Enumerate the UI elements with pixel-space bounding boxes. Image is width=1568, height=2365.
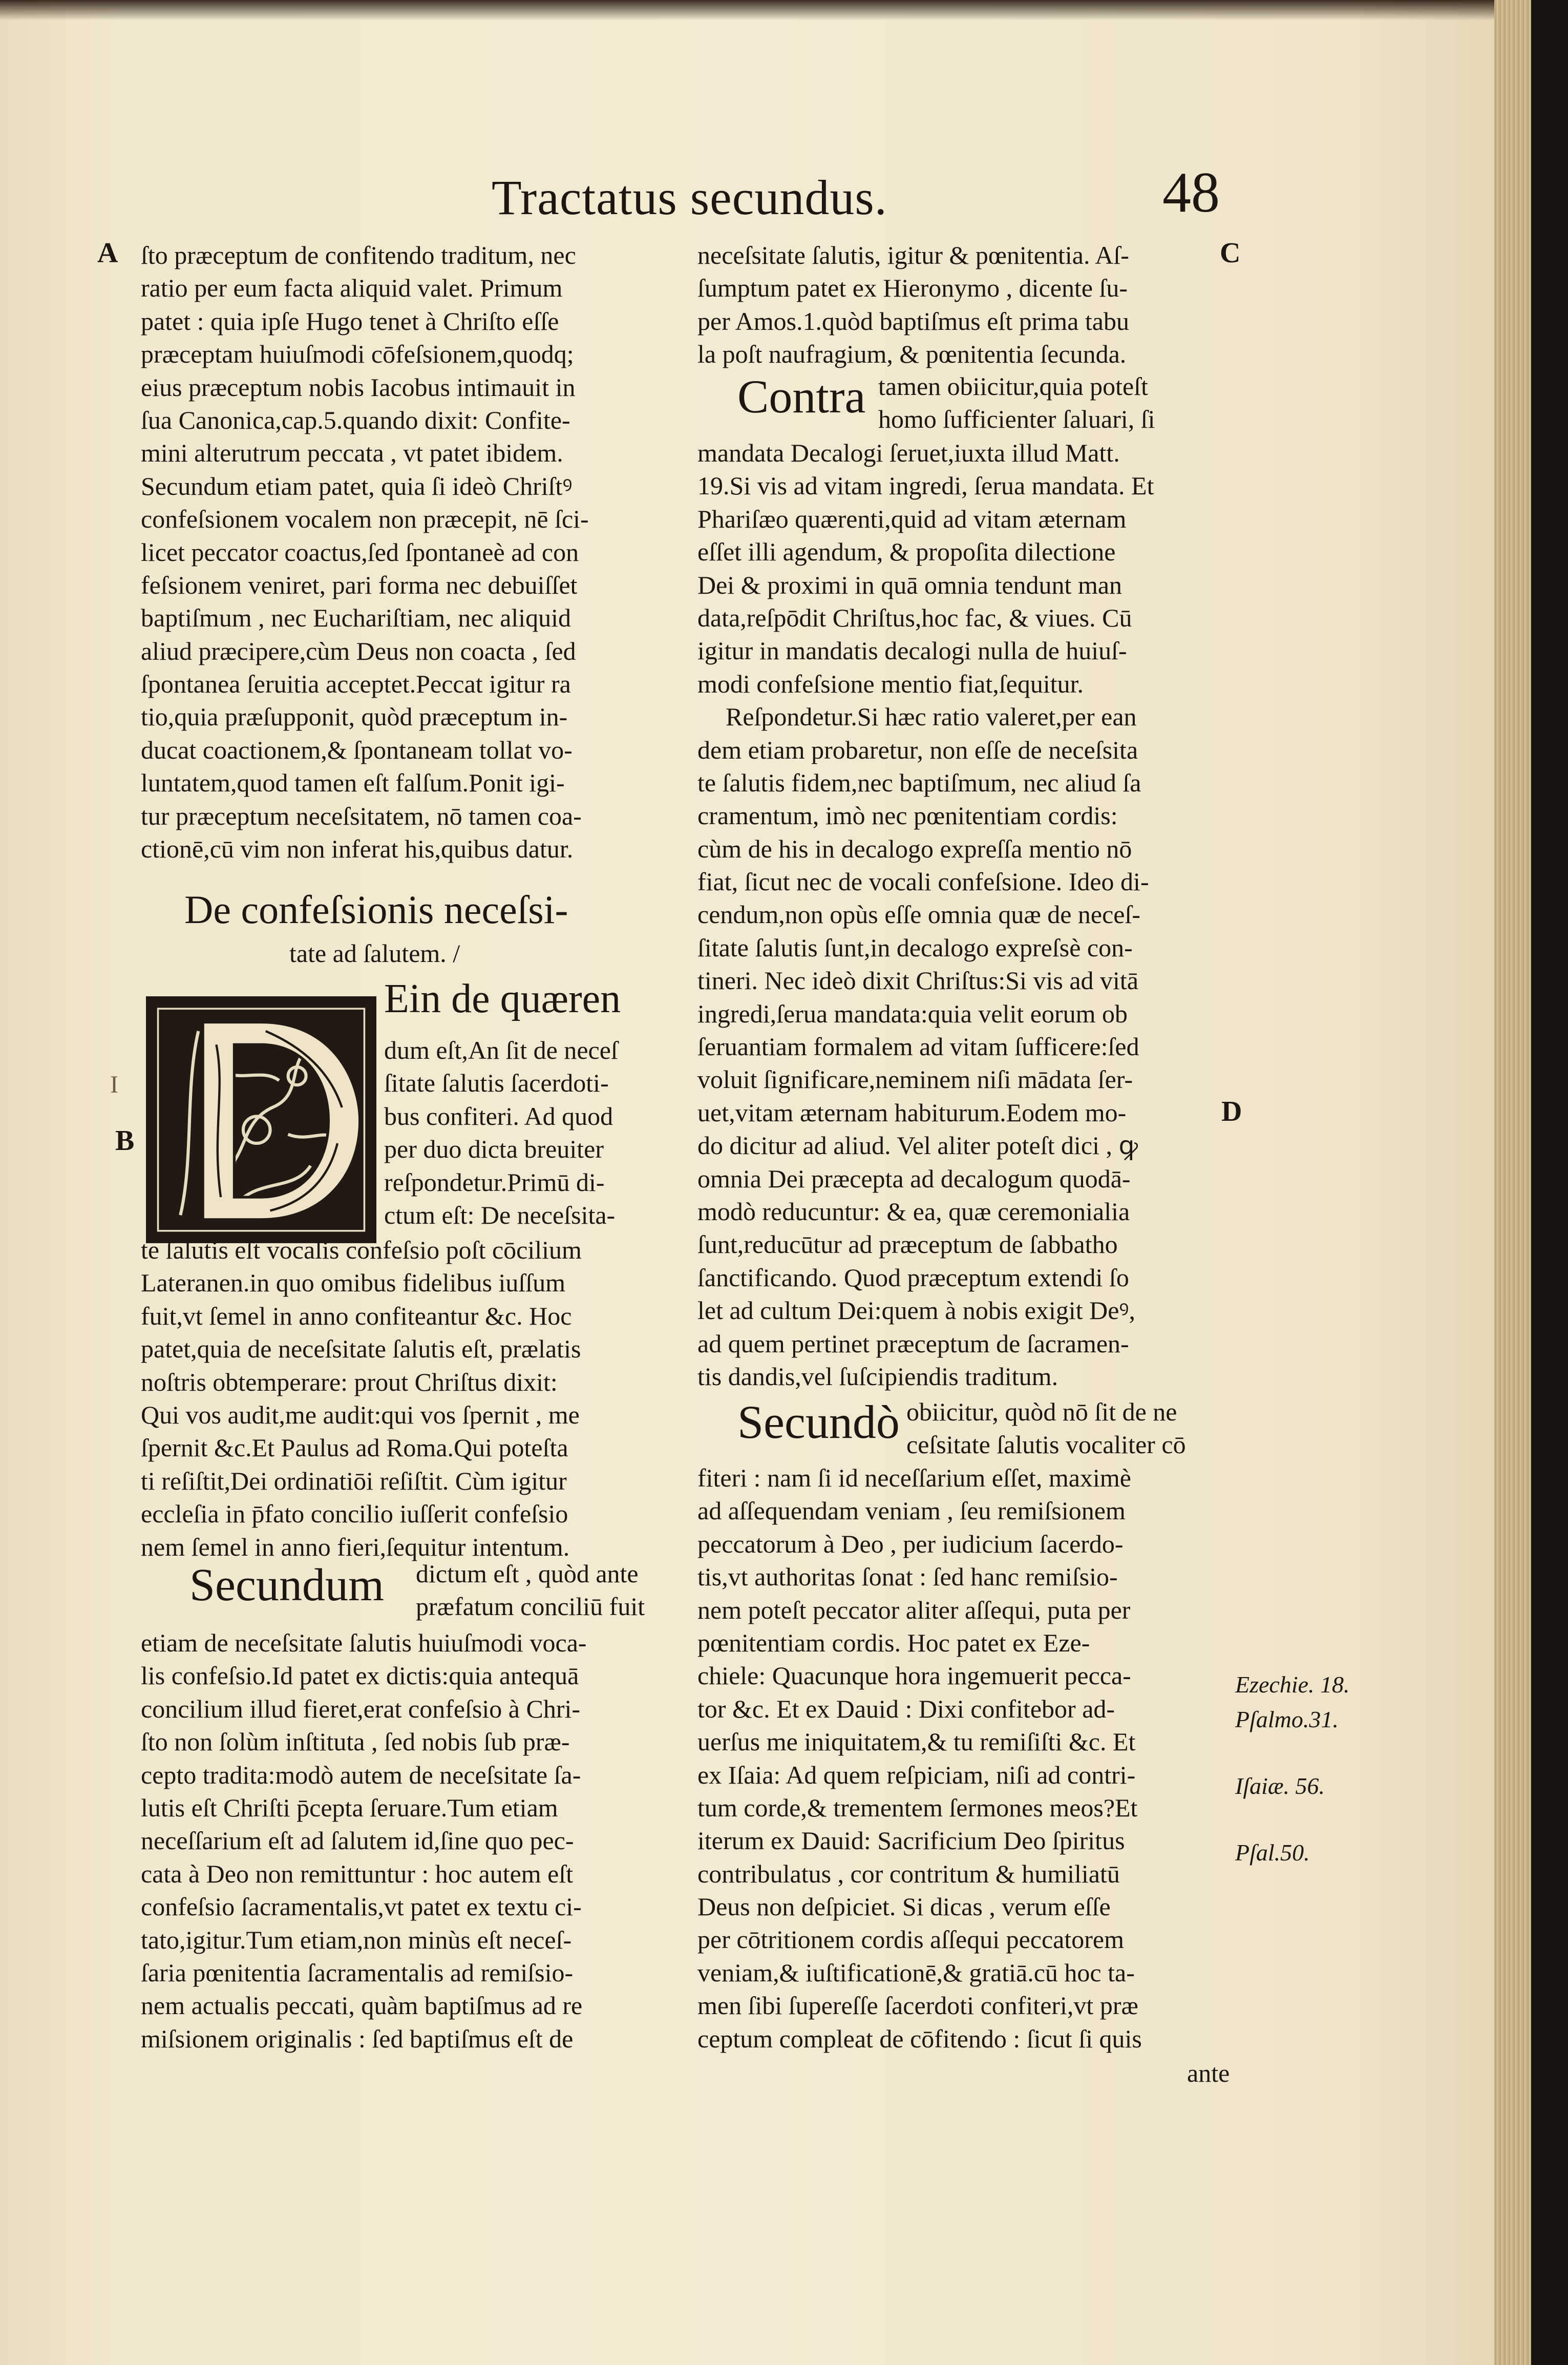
- page-edge: [1494, 0, 1531, 2365]
- text-line: let ad cultum Dei:quem à nobis exigit Deꝰ,: [697, 1296, 1136, 1325]
- right-column-top: [697, 239, 1129, 371]
- right-column-mid: [697, 436, 1154, 1393]
- text-line: neceſsitate ſalutis, igitur & pœnitentia. Aſ-: [697, 241, 1129, 269]
- text-line: aliud præcipere,cùm Deus non coacta , ſed: [141, 636, 576, 665]
- text-line: dem etiam probaretur, non eſſe de neceſsita: [697, 735, 1138, 764]
- text-line: tio,quia præſupponit, quòd præceptum in-: [141, 702, 568, 731]
- text-line: ctionē,cū vim non inferat his,quibus datur.: [141, 834, 574, 864]
- text-line: per cōtritionem cordis aſſequi peccatorem: [697, 1925, 1124, 1954]
- text-line: præceptam huiuſmodi cōfeſsionem,quodq;: [141, 340, 574, 369]
- text-line: fiat, ſicut nec de vocali confeſsione. Ideo di-: [697, 867, 1149, 896]
- text-line: feſsionem veniret, pari forma nec debuiſſet: [141, 570, 578, 599]
- text-line: ceptum compleat de cōfitendo : ſicut ſi quis: [697, 2024, 1142, 2053]
- text-line: eccleſia in p̄fato concilio iuſſerit confeſsio: [141, 1499, 568, 1529]
- text-line: te ſalutis eſt vocalis confeſsio poſt cōcilium: [141, 1236, 582, 1264]
- contra-continuation: [878, 370, 1155, 436]
- top-shadow: [0, 0, 1531, 20]
- text-line: Phariſæo quærenti,quid ad vitam æternam: [697, 504, 1127, 533]
- text-line: neceſſarium eſt ad ſalutem id,ſine quo pec-: [141, 1826, 574, 1855]
- text-line: ſto non ſolùm inſtituta , ſed nobis ſub præ-: [141, 1727, 570, 1756]
- text-line: tamen obiicitur,quia poteſt: [878, 372, 1149, 401]
- text-line: ſeruantiam formalem ad vitam ſufficere:ſed: [697, 1032, 1139, 1061]
- text-line: Reſpondetur.Si hæc ratio valeret,per ean: [726, 702, 1137, 731]
- right-column-bottom: [697, 1461, 1142, 2055]
- secundo-continuation: [906, 1395, 1186, 1461]
- text-line: ſpernit &c.Et Paulus ad Roma.Qui poteſta: [141, 1433, 568, 1462]
- text-line: cramentum, imò nec pœnitentiam cordis:: [697, 801, 1118, 830]
- text-line: ſitate ſalutis ſacerdoti-: [384, 1069, 609, 1098]
- text-line: ad quem pertinet præceptum de ſacramen-: [697, 1329, 1129, 1358]
- heading-line-1: De confeſsionis neceſsi-: [184, 887, 568, 932]
- text-line: omnia Dei præcepta ad decalogum quodā-: [697, 1164, 1131, 1193]
- text-line: ſaria pœnitentia ſacramentalis ad remiſsio-: [141, 1958, 574, 1987]
- text-line: ſitate ſalutis ſunt,in decalogo expreſsè con-: [697, 933, 1133, 962]
- text-line: nem poteſt peccator aliter aſſequi, puta per: [697, 1595, 1131, 1624]
- left-column-top: [141, 239, 589, 865]
- text-line: lis confeſsio.Id patet ex dictis:quia antequā: [141, 1661, 579, 1690]
- text-line: licet peccator coactus,ſed ſpontaneè ad con: [141, 537, 579, 567]
- text-line: ingredi,ſerua mandata:quia velit eorum ob: [697, 999, 1128, 1028]
- text-line: lutis eſt Chriſti p̄cepta ſeruare.Tum etiam: [141, 1793, 558, 1822]
- marker-c: C: [1220, 237, 1241, 269]
- text-line: nem actualis peccati, quàm baptiſmus ad re: [141, 1991, 583, 2020]
- text-line: Qui vos audit,me audit:qui vos ſpernit , me: [141, 1400, 580, 1429]
- text-line: ſto præceptum de confitendo traditum, nec: [141, 241, 576, 269]
- text-line: ſpontanea ſeruitia acceptet.Peccat igitur ra: [141, 669, 571, 699]
- text-line: patet,quia de neceſsitate ſalutis eſt, prælatis: [141, 1334, 581, 1364]
- heading-line-2: tate ad ſalutem. /: [289, 939, 460, 968]
- secundum-word: Secundum: [189, 1560, 384, 1610]
- text-line: cepto tradita:modò autem de neceſsitate ſa-: [141, 1760, 581, 1789]
- text-line: Deus non deſpiciet. Si dicas , verum eſſe: [697, 1892, 1111, 1921]
- catchword: [1187, 2057, 1230, 2089]
- text-line: ſua Canonica,cap.5.quando dixit: Confite-: [141, 405, 570, 434]
- text-line: la poſt naufragium, & pœnitentia ſecunda.: [697, 340, 1127, 369]
- text-line: Lateranen.in quo omibus fidelibus iuſſum: [141, 1268, 566, 1297]
- text-line: confeſsionem vocalem non præcepit, nē ſci-: [141, 505, 589, 534]
- text-line: ceſsitate ſalutis vocaliter cō: [906, 1430, 1186, 1459]
- margin-note-psalm-50: Pſal.50.: [1235, 1839, 1310, 1866]
- secundum-continuation: [416, 1557, 645, 1623]
- text-line: Secundum etiam patet, quia ſi ideò Chriſtꝰ: [141, 471, 573, 500]
- folio-number: 48: [1162, 161, 1220, 224]
- text-line: cata à Deo non remittuntur : hoc autem eſt: [141, 1859, 574, 1888]
- text-line: do dicitur ad aliud. Vel aliter poteſt dici , ꝙ: [697, 1131, 1138, 1160]
- text-line: mini alterutrum peccata , vt patet ibidem.: [141, 438, 563, 468]
- text-line: tur præceptum neceſsitatem, nō tamen coa-: [141, 801, 582, 830]
- secundum-lead: [189, 1562, 384, 1608]
- text-line: tis,vt authoritas ſonat : ſed hanc remiſsio-: [697, 1562, 1118, 1592]
- text-line: ſumptum patet ex Hieronymo , dicente ſu-: [697, 274, 1128, 303]
- text-line: tis dandis,vel ſuſcipiendis traditum.: [697, 1362, 1058, 1391]
- text-line: cùm de his in decalogo expreſſa mentio nō: [697, 834, 1132, 863]
- text-line: ſunt,reducūtur ad præceptum de ſabbatho: [697, 1230, 1118, 1259]
- text-line: luntatem,quod tamen eſt falſum.Ponit igi-: [141, 768, 565, 798]
- text-line: modi confeſsione mentio fiat,ſequitur.: [697, 669, 1084, 698]
- text-line: tor &c. Et ex Dauid : Dixi confitebor ad-: [697, 1694, 1115, 1723]
- section-heading: [184, 884, 568, 971]
- margin-note-ezechiel: Ezechie. 18.: [1235, 1671, 1350, 1698]
- text-line: patet : quia ipſe Hugo tenet à Chriſto eſſe: [141, 306, 559, 336]
- text-line: pœnitentiam cordis. Hoc patet ex Eze-: [697, 1628, 1090, 1657]
- text-line: 19.Si vis ad vitam ingredi, ſerua mandata. Et: [697, 471, 1154, 500]
- text-line: voluit ſignificare,neminem niſi mādata ſer-: [697, 1065, 1133, 1094]
- text-line: ducat coactionem,& ſpontaneam tollat vo-: [141, 735, 573, 764]
- text-line: modò reducuntur: & ea, quæ ceremonialia: [697, 1197, 1130, 1226]
- text-line: per Amos.1.quòd baptiſmus eſt prima tabu: [697, 306, 1129, 336]
- text-line: miſsionem originalis : ſed baptiſmus eſt de: [141, 2024, 574, 2053]
- text-line: homo ſufficienter ſaluari, ſi: [878, 405, 1155, 434]
- text-line: eſſet illi agendum, & propoſita dilectione: [697, 537, 1116, 567]
- secundo-lead: [737, 1398, 900, 1446]
- text-line: bus confiteri. Ad quod: [384, 1101, 613, 1131]
- marker-a: A: [97, 237, 118, 269]
- initial-d-icon: [149, 999, 373, 1240]
- text-line: ad aſſequendam veniam , ſeu remiſsionem: [697, 1496, 1126, 1525]
- text-line: dictum eſt , quòd ante: [416, 1559, 639, 1588]
- text-line: tum corde,& trementem ſermones meos?Et: [697, 1793, 1138, 1822]
- text-line: confeſsio ſacramentalis,vt patet ex textu ci-: [141, 1892, 582, 1921]
- decorated-initial-d: [146, 996, 376, 1243]
- text-line: per duo dicta breuiter: [384, 1135, 604, 1164]
- text-line: etiam de neceſsitate ſalutis huiuſmodi voca-: [141, 1628, 587, 1657]
- text-line: Dei & proximi in quā omnia tendunt man: [697, 570, 1122, 599]
- text-line: cendum,non opùs eſſe omnia quæ de neceſ-: [697, 900, 1141, 929]
- text-line: eius præceptum nobis Iacobus intimauit in: [141, 372, 576, 402]
- margin-note-psalm-31: Pſalmo.31.: [1235, 1706, 1339, 1732]
- text-line: peccatorum à Deo , per iudicium ſacerdo-: [697, 1529, 1124, 1558]
- text-line: fiteri : nam ſi id neceſſarium eſſet, maximè: [697, 1463, 1131, 1492]
- text-line: ex Iſaia: Ad quem reſpiciam, niſi ad contri-: [697, 1760, 1136, 1789]
- text-line: mandata Decalogi ſeruet,iuxta illud Matt.: [697, 438, 1120, 467]
- running-title: Tractatus secundus.: [492, 170, 887, 225]
- text-line: ctum eſt: De neceſsita-: [384, 1200, 616, 1229]
- text-line: igitur in mandatis decalogi nulla de huiuſ-: [697, 636, 1127, 665]
- text-line: baptiſmum , nec Euchariſtiam, nec aliquid: [141, 603, 571, 633]
- text-line: ti reſiſtit,Dei ordinatiōi reſiſtit. Cùm igitur: [141, 1466, 567, 1495]
- left-column-mid: [141, 1233, 582, 1563]
- text-line: nem ſemel in anno fieri,ſequitur intentum.: [141, 1532, 570, 1561]
- text-line: tato,igitur.Tum etiam,non minùs eſt neceſ-: [141, 1925, 572, 1954]
- margin-note-isaiah: Iſaiæ. 56.: [1235, 1773, 1325, 1799]
- secundo-word: Secundò: [737, 1396, 900, 1448]
- marker-b: B: [115, 1125, 135, 1157]
- text-line: fuit,vt ſemel in anno confiteantur &c. Hoc: [141, 1301, 572, 1330]
- contra-word: Contra: [737, 370, 866, 423]
- catchword-text: ante: [1187, 2059, 1230, 2087]
- text-line: iterum ex Dauid: Sacrificium Deo ſpiritus: [697, 1826, 1125, 1855]
- text-line: data,reſpōdit Chriſtus,hoc fac, & viues. Cū: [697, 603, 1132, 632]
- text-line: noſtris obtemperare: prout Chriſtus dixit:: [141, 1367, 558, 1396]
- text-line: præfatum conciliū fuit: [416, 1592, 645, 1621]
- marker-d: D: [1221, 1096, 1242, 1127]
- text-line: men ſibi ſupereſſe ſacerdoti confiteri,vt præ: [697, 1991, 1138, 2020]
- dein-lead-text: Ein de quæren: [384, 976, 621, 1021]
- contra-lead: [737, 370, 866, 423]
- text-line: uet,vitam æternam habiturum.Eodem mo-: [697, 1098, 1127, 1127]
- text-line: concilium illud fieret,erat confeſsio à Chri-: [141, 1694, 581, 1723]
- text-line: dum eſt,An ſit de neceſ: [384, 1036, 618, 1064]
- text-line: obiicitur, quòd nō ſit de ne: [906, 1397, 1177, 1426]
- text-line: reſpondetur.Primū di-: [384, 1167, 605, 1197]
- text-line: ratio per eum facta aliquid valet. Primum: [141, 274, 563, 303]
- text-line: uerſus me iniquitatem,& tu remiſiſti &c. Et: [697, 1727, 1136, 1756]
- left-column-bottom: [141, 1626, 587, 2055]
- dein-lines: [384, 1034, 618, 1231]
- text-line: tineri. Nec ideò dixit Chriſtus:Si vis ad vitā: [697, 966, 1139, 995]
- text-line: ſanctificando. Quod præceptum extendi ſo: [697, 1263, 1129, 1292]
- text-line: contribulatus , cor contritum & humiliatū: [697, 1859, 1120, 1888]
- margin-bracket: I: [110, 1071, 118, 1098]
- text-line: te ſalutis fidem,nec baptiſmum, nec aliud ſa: [697, 768, 1141, 797]
- text-line: chiele: Quacunque hora ingemuerit pecca-: [697, 1661, 1131, 1690]
- text-line: veniam,& iuſtificationē,& gratiā.cū hoc ta-: [697, 1958, 1135, 1987]
